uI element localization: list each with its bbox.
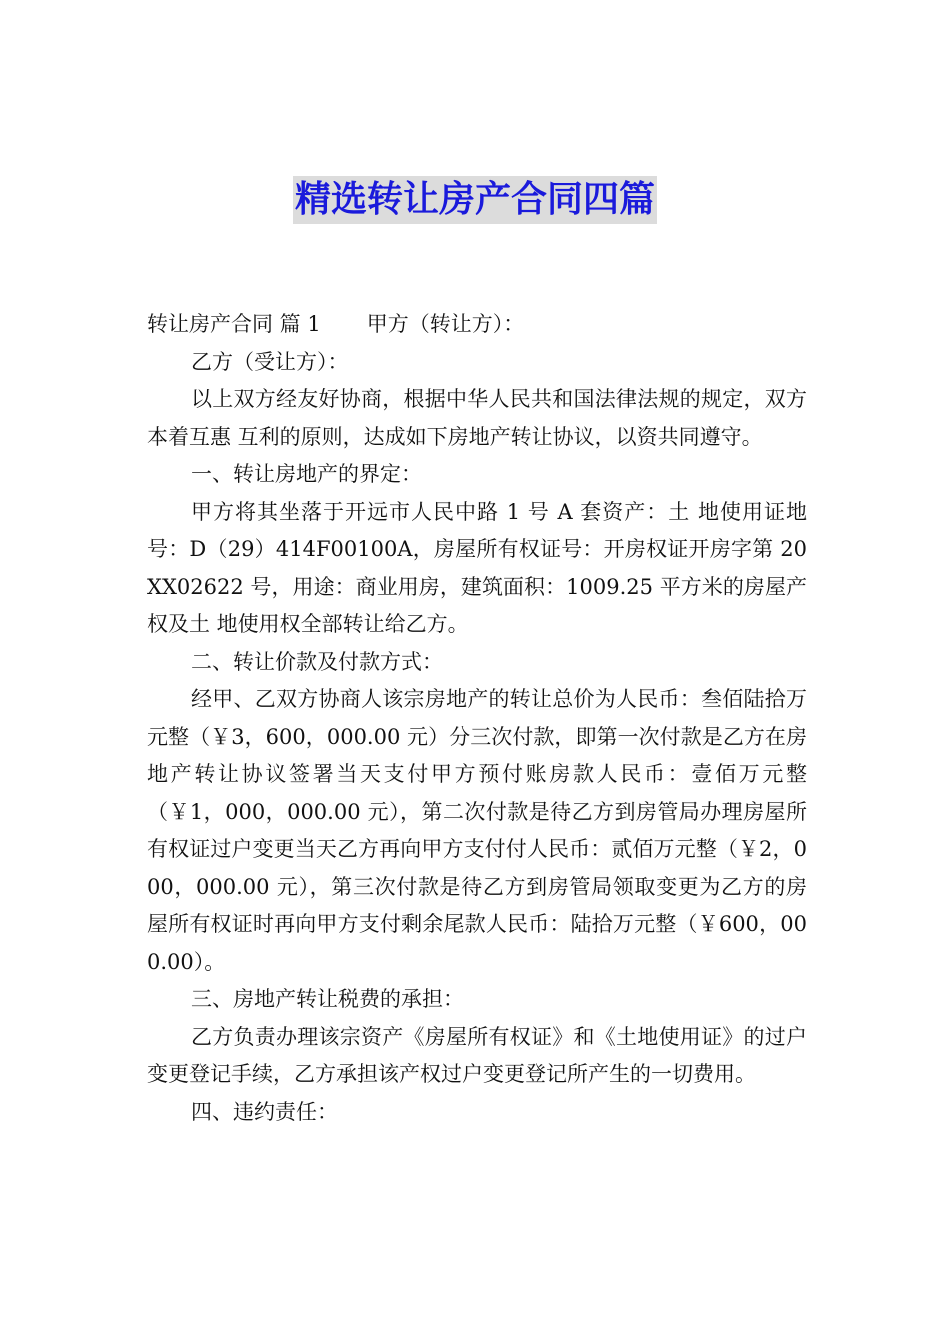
- party-b-label: 乙方（受让方）：: [191, 349, 349, 374]
- document-body: [147, 306, 807, 1131]
- section-3-paragraph: 乙方负责办理该宗资产《房屋所有权证》和《土地使用证》的过户变更登记手续，乙方承担该产权过户变更登记所产生的一切费用。: [147, 1024, 807, 1086]
- contract-heading: 转让房产合同 篇 1: [147, 312, 321, 336]
- title-container: [0, 176, 950, 224]
- section-4-heading: 四、违约责任：: [191, 1099, 338, 1124]
- section-1-paragraph: 甲方将其坐落于开远市人民中路 1 号 A 套资产：土 地使用证地号：D（29）414F00100A，房屋所有权证号：开房权证开房字第 20XX02622 号，用途：商业用房，建筑面积：1009.25 平方米的房屋产权及土 地使用权全部转让给乙方。: [147, 499, 807, 636]
- preamble-paragraph: 以上双方经友好协商，根据中华人民共和国法律法规的规定，双方本着互惠 互利的原则，达成如下房地产转让协议，以资共同遵守。: [147, 387, 807, 449]
- section-2-heading: 二、转让价款及付款方式：: [191, 649, 443, 674]
- section-2-paragraph: 经甲、乙双方协商人该宗房地产的转让总价为人民币：叁佰陆拾万元整（￥3，600，000.00 元）分三次付款，即第一次付款是乙方在房地产转让协议签署当天支付甲方预付账房款人民币：壹佰万元整（￥1，000，000.00 元），第二次付款是待乙方到房管局办理房屋所有权证过户变更当天乙方再向甲方支付付人民币：贰佰万元整（￥2，000，000.00 元），第三次付款是待乙方到房管局领取变更为乙方的房屋所有权证时再向甲方支付剩余尾款人民币：陆拾万元整（￥600，000.00）。: [147, 687, 807, 974]
- section-1-heading: 一、转让房地产的界定：: [191, 462, 422, 486]
- section-3-heading: 三、房地产转让税费的承担：: [191, 987, 464, 1011]
- document-title: 精选转让房产合同四篇: [293, 176, 657, 224]
- contract-heading-line: [147, 306, 807, 344]
- party-a-label: 甲方（转让方）：: [366, 312, 525, 336]
